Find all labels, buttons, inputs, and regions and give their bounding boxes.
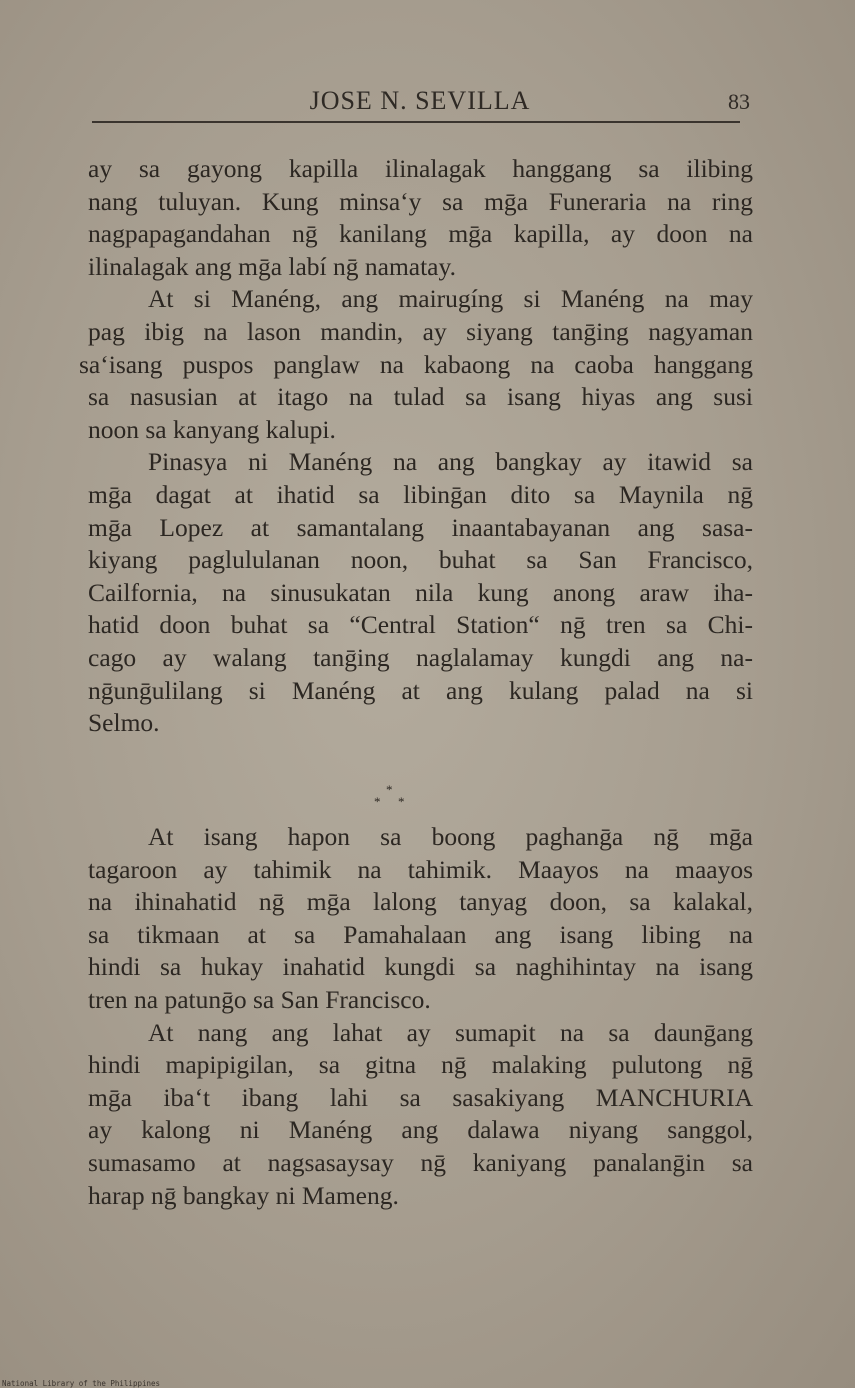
text-line: Pinasya ni Manéng na ang bangkay ay itawid sa	[148, 447, 753, 477]
text-line: hatid doon buhat sa “Central Station“ nḡ tren sa Chi-	[88, 610, 753, 640]
text-line: nagpapagandahan nḡ kanilang mḡa kapilla, ay doon na	[88, 219, 753, 249]
text-line: kiyang paglululanan noon, buhat sa San Francisco,	[88, 545, 753, 575]
header-rule	[92, 121, 740, 123]
asterism-star: *	[386, 782, 393, 797]
text-line: sa nasusian at itago na tulad sa isang hiyas ang susi	[88, 382, 753, 412]
text-line: sa tikmaan at sa Pamahalaan ang isang libing na	[88, 919, 753, 949]
text-line: tagaroon ay tahimik na tahimik. Maayos na maayos	[88, 854, 753, 884]
text-line: harap nḡ bangkay ni Mameng.	[88, 1180, 399, 1210]
text-line: ilinalagak ang mḡa labí nḡ namatay.	[88, 251, 456, 281]
text-line: ay kalong ni Manéng ang dalawa niyang sanggol,	[88, 1115, 753, 1145]
text-line: cago ay walang tanḡing naglalamay kungdi ang na-	[88, 642, 753, 672]
text-line: Selmo.	[88, 708, 160, 738]
text-line: na ihinahatid nḡ mḡa lalong tanyag doon, sa kalakal,	[88, 887, 753, 917]
asterism-star: *	[374, 794, 381, 809]
text-line: mḡa dagat at ihatid sa libinḡan dito sa Maynila nḡ	[88, 479, 753, 509]
text-line: tren na patunḡo sa San Francisco.	[88, 984, 431, 1014]
text-line: At nang ang lahat ay sumapit na sa daunḡang	[148, 1017, 753, 1047]
text-line: ay sa gayong kapilla ilinalagak hanggang sa ilibing	[88, 154, 753, 183]
text-line: nḡunḡulilang si Manéng at ang kulang palad na si	[88, 675, 753, 705]
text-line: sa‘isang puspos panglaw na kabaong na caoba hanggang	[79, 349, 753, 379]
text-line: mḡa iba‘t ibang lahi sa sasakiyang MANCHURIA	[88, 1082, 753, 1112]
section-asterism	[360, 780, 420, 816]
text-line: sumasamo at nagsasaysay nḡ kaniyang panalanḡin sa	[88, 1147, 753, 1177]
text-line: pag ibig na lason mandin, ay siyang tanḡing nagyaman	[88, 316, 753, 346]
text-line: Cailfornia, na sinusukatan nila kung anong araw iha-	[88, 577, 753, 607]
text-line: nang tuluyan. Kung minsa‘y sa mḡa Funeraria na ring	[88, 186, 753, 216]
text-line: hindi mapipigilan, sa gitna nḡ malaking pulutong nḡ	[88, 1050, 753, 1080]
paragraph-block-2	[88, 821, 753, 1212]
running-header	[90, 86, 750, 120]
library-credit: National Library of the Philippines	[2, 1379, 161, 1388]
asterism-star: *	[398, 794, 405, 809]
text-line: mḡa Lopez at samantalang inaantabayanan ang sasa-	[88, 512, 753, 542]
paragraph-block-1	[79, 153, 753, 740]
text-line: At isang hapon sa boong paghanḡa nḡ mḡa	[148, 822, 753, 851]
text-line: noon sa kanyang kalupi.	[88, 414, 336, 444]
header-title: JOSE N. SEVILLA	[309, 86, 531, 115]
text-line: At si Manéng, ang mairugíng si Manéng na may	[148, 284, 753, 314]
text-line: hindi sa hukay inahatid kungdi sa naghihintay na isang	[88, 952, 753, 982]
page-number: 83	[728, 89, 750, 114]
